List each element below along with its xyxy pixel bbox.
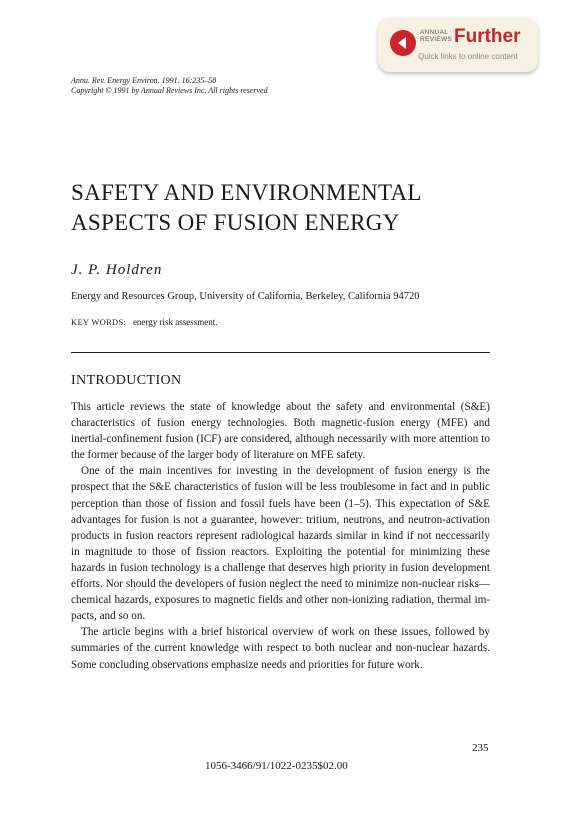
author-affiliation: Energy and Resources Group, University of California, Berkeley, California 94720 <box>71 291 420 302</box>
article-body <box>71 399 490 673</box>
author-name: J. P. Holdren <box>71 262 163 278</box>
section-divider <box>71 352 490 353</box>
keywords-value: energy risk assessment. <box>132 317 218 327</box>
paragraph: The article begins with a brief historical overview of work on these issues, followed by summaries of the current knowledge with respect to both nuclear and non-nuclear hazards. Some concluding observations emphasize needs and priorities for future work. <box>71 626 490 671</box>
banner-subtitle: Quick links to online content <box>418 52 518 61</box>
banner-publisher-label: ANNUAL REVIEWS <box>420 29 453 43</box>
annual-reviews-further-banner[interactable] <box>378 18 538 72</box>
journal-citation: Annu. Rev. Energy Environ. 1991. 16:235–58 <box>71 76 217 85</box>
citation-block <box>71 76 268 96</box>
page-number: 235 <box>472 742 489 754</box>
keywords-line <box>71 317 218 327</box>
paragraph: One of the main incentives for investing in the development of fusion energy is the prospect that the S&E characteristics of fusion will be less troublesome in fact and in public perception than those of fission and fossil fuels have been (1–5). This expectation of S&E advantages for fusion is not a guarantee, however: tritium, neutrons, and neutron-activation products in fusion reactors represent radiological hazards similar in kind if not neccessarily in magnitude to those of fission reactors. Exploiting the potential for minimizing these hazards in fusion technology is a challenge that deserves high priority in fusion development efforts. Nor should the developers of fusion neglect the need to minimize non-nuclear risks—chemical hazards, exposures to magnetic fields and other non-ionizing radiation, thermal impacts, and so on. <box>71 465 490 623</box>
copyright-line: Copyright © 1991 by Annual Reviews Inc. All rights reserved <box>71 86 268 95</box>
keywords-label: KEY WORDS: <box>71 317 127 327</box>
banner-further-label: Further <box>454 26 521 47</box>
section-heading: INTRODUCTION <box>71 373 182 388</box>
price-code: 1056-3466/91/1022-0235$02.00 <box>205 760 348 772</box>
annual-reviews-logo-icon <box>390 30 416 56</box>
article-title: SAFETY AND ENVIRONMENTAL ASPECTS OF FUSION ENERGY <box>71 180 421 235</box>
paragraph: This article reviews the state of knowledge about the safety and environmental (S&E) characteristics of fusion energy technologies. Both magnetic-fusion energy (MFE) and inertial-confinement fusion (ICF) are considered, although necessarily with more attention to the former because of the larger body of literature on MFE safety. <box>71 401 490 462</box>
